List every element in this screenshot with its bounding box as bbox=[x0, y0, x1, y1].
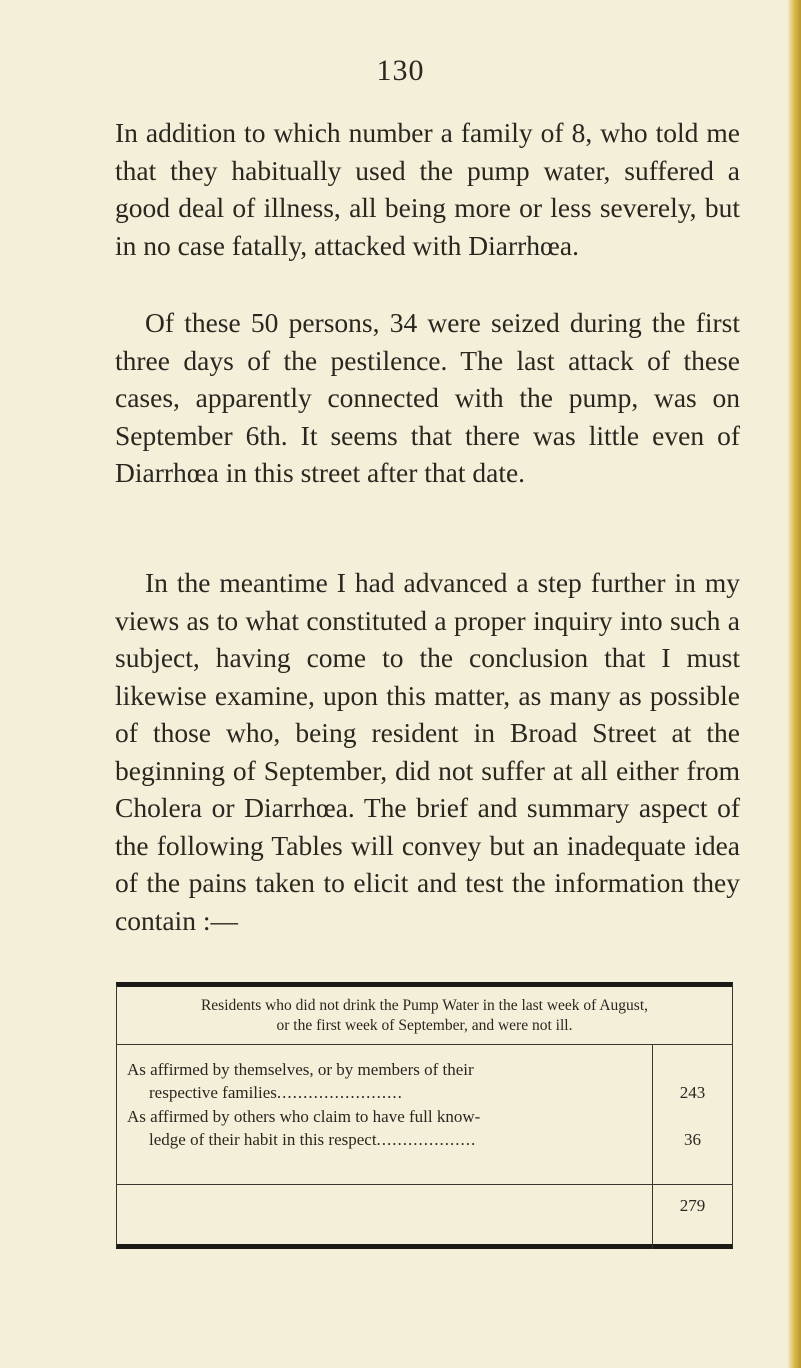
page-edge bbox=[787, 0, 801, 1368]
paragraph-1: In addition to which number a family of 8, who told me that they habitually used the pump water, suffered a good deal of illness, all being more or less severely, but in no case fatally, attacked with Diarrhœa. bbox=[115, 117, 740, 261]
row-2-value: 36 bbox=[684, 1130, 701, 1149]
table-row bbox=[127, 1105, 647, 1151]
row-1-label-line-2 bbox=[127, 1081, 647, 1104]
row-1-label-line-1: As affirmed by themselves, or by members of their bbox=[127, 1060, 474, 1079]
row-1-leader-dots: ........................ bbox=[276, 1083, 403, 1102]
table-caption-line-1: Residents who did not drink the Pump Water in the last week of August, bbox=[200, 997, 649, 1014]
table-row bbox=[127, 1058, 647, 1104]
row-2-leader-dots: ................... bbox=[376, 1130, 477, 1149]
paragraph-2: Of these 50 persons, 34 were seized during the first three days of the pestilence. The last attack of these cases, apparently connected with the pump, was on September 6th. It seems that there was little even of Diarrhœa in this street after that date. bbox=[115, 307, 740, 488]
row-1-label-text: respective families bbox=[149, 1083, 277, 1102]
row-2-label-line-1: As affirmed by others who claim to have full know- bbox=[127, 1107, 481, 1126]
row-2-label-line-2 bbox=[127, 1128, 647, 1151]
table-caption-line-2: or the first week of September, and were not ill. bbox=[276, 1017, 573, 1034]
table-caption bbox=[117, 987, 732, 1045]
page-number: 130 bbox=[376, 54, 425, 87]
row-2-label-text: ledge of their habit in this respect bbox=[149, 1130, 377, 1149]
total-divider bbox=[117, 1184, 732, 1185]
column-divider bbox=[652, 1045, 653, 1249]
row-1-value: 243 bbox=[679, 1083, 706, 1102]
paragraph-3: In the meantime I had advanced a step further in my views as to what constituted a proper inquiry into such a subject, having come to the conclusion that I must likewise examine, upon this matter, as many as possible of those who, being resident in Broad Street at the beginning of September, did not suffer at all either from Cholera or Diarrhœa. The brief and summary aspect of the following Tables will convey but an inadequate idea of the pains taken to elicit and test the information they contain :— bbox=[115, 567, 740, 936]
residents-table bbox=[116, 982, 733, 1249]
table-total: 279 bbox=[679, 1196, 706, 1215]
